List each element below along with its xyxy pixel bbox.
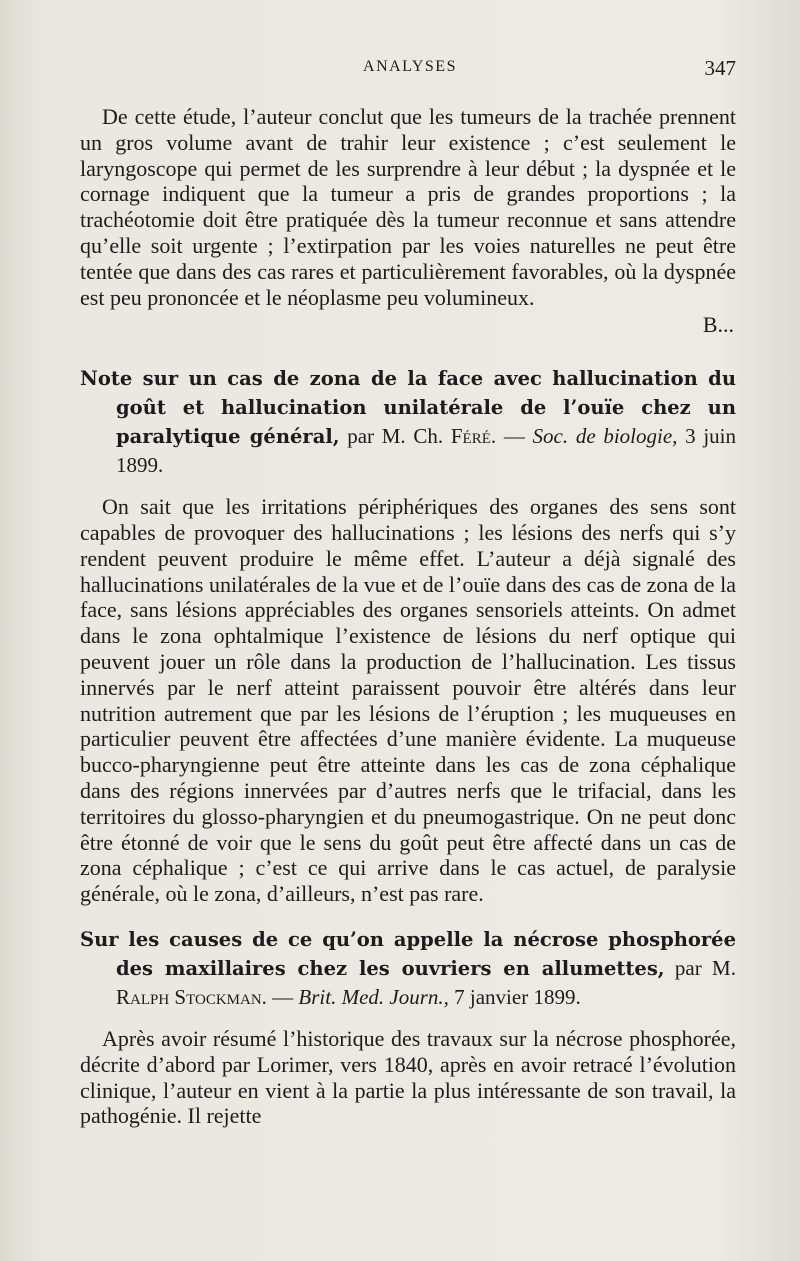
article-author: Féré [450,424,491,449]
page-body [80,104,736,1129]
article-separator: . — [490,424,533,449]
article-date: 3 juin 1899. [116,424,737,478]
article-date: 7 janvier 1899. [448,984,581,1009]
page-number: 347 [704,56,736,80]
article-heading-necrose [80,925,736,1012]
article-author: Ralph Stockman [116,984,262,1009]
review-signature: B... [702,312,734,338]
article-by: par M. [664,955,736,980]
article-separator: . — [261,984,299,1009]
article-paragraph-necrose: Après avoir résumé l’historique des travaux sur la nécrose phosphorée, décrite d’abord par Lorimer, vers 1840, après en avoir retracé l’évolution clinique, l’auteur en vient à la partie la plus intéressante de son travail, la pathogénie. Il rejette [80,1025,736,1129]
running-head: ANALYSES [363,58,457,75]
section-gap [80,907,736,925]
article-journal: Brit. Med. Journ., [298,984,449,1009]
page-header [80,58,740,84]
article-heading-zona [80,364,736,480]
article-title: Note sur un cas de zona de la face avec hallucination du goût et hallucination unilatérale de l’ouïe chez un paralytique général, [80,367,736,449]
article-journal: Soc. de biologie, [532,424,678,449]
article-title: Sur les causes de ce qu’on appelle la nécrose phosphorée des maxillaires chez les ouvriers en allumettes, [80,927,736,980]
article-by: par M. Ch. [339,424,451,449]
intro-paragraph: De cette étude, l’auteur conclut que les tumeurs de la trachée prennent un gros volume avant de trahir leur existence ; c’est seulement le laryngoscope qui permet de les surprendre à leur début ; la dyspnée et le cornage indiquent que la tumeur a pris de grandes proportions ; la trachéotomie doit être pratiquée dès la tumeur reconnue et sans attendre qu’elle soit urgente ; l’extirpation par les voies naturelles ne peut être tentée que dans des cas rares et particulièrement favorables, où la dyspnée est peu prononcée et le néoplasme peu volumineux. [80,104,736,310]
article-paragraph-zona: On sait que les irritations périphériques des organes des sens sont capables de provoquer des hallucinations ; les lésions des nerfs qui s’y rendent peuvent produire le même effet. L’auteur a déjà signalé des hallucinations unilatérales de la vue et de l’ouïe dans des cas de zona de la face, sans lésions appréciables des organes sensoriels atteints. On admet dans le zona ophtalmique l’existence de lésions du nerf optique qui peuvent jouer un rôle dans la production de l’hallucination. Les tissus innervés par le nerf atteint paraissent pouvoir être altérés dans leur nutrition autrement que par les lésions de l’éruption ; les muqueuses en particulier peuvent être affectées d’une manière évidente. La muqueuse bucco-pharyngienne peut être atteinte dans les cas de zona céphalique dans des régions innervées par d’autres nerfs que le trifacial, dans les territoires du glosso-pharyngien et du pneumogastrique. On ne peut donc être étonné de voir que le sens du goût peut être affecté dans un cas de zona céphalique ; c’est ce qui arrive dans le cas actuel, de paralysie générale, où le zona, d’ailleurs, n’est pas rare. [80,494,736,907]
